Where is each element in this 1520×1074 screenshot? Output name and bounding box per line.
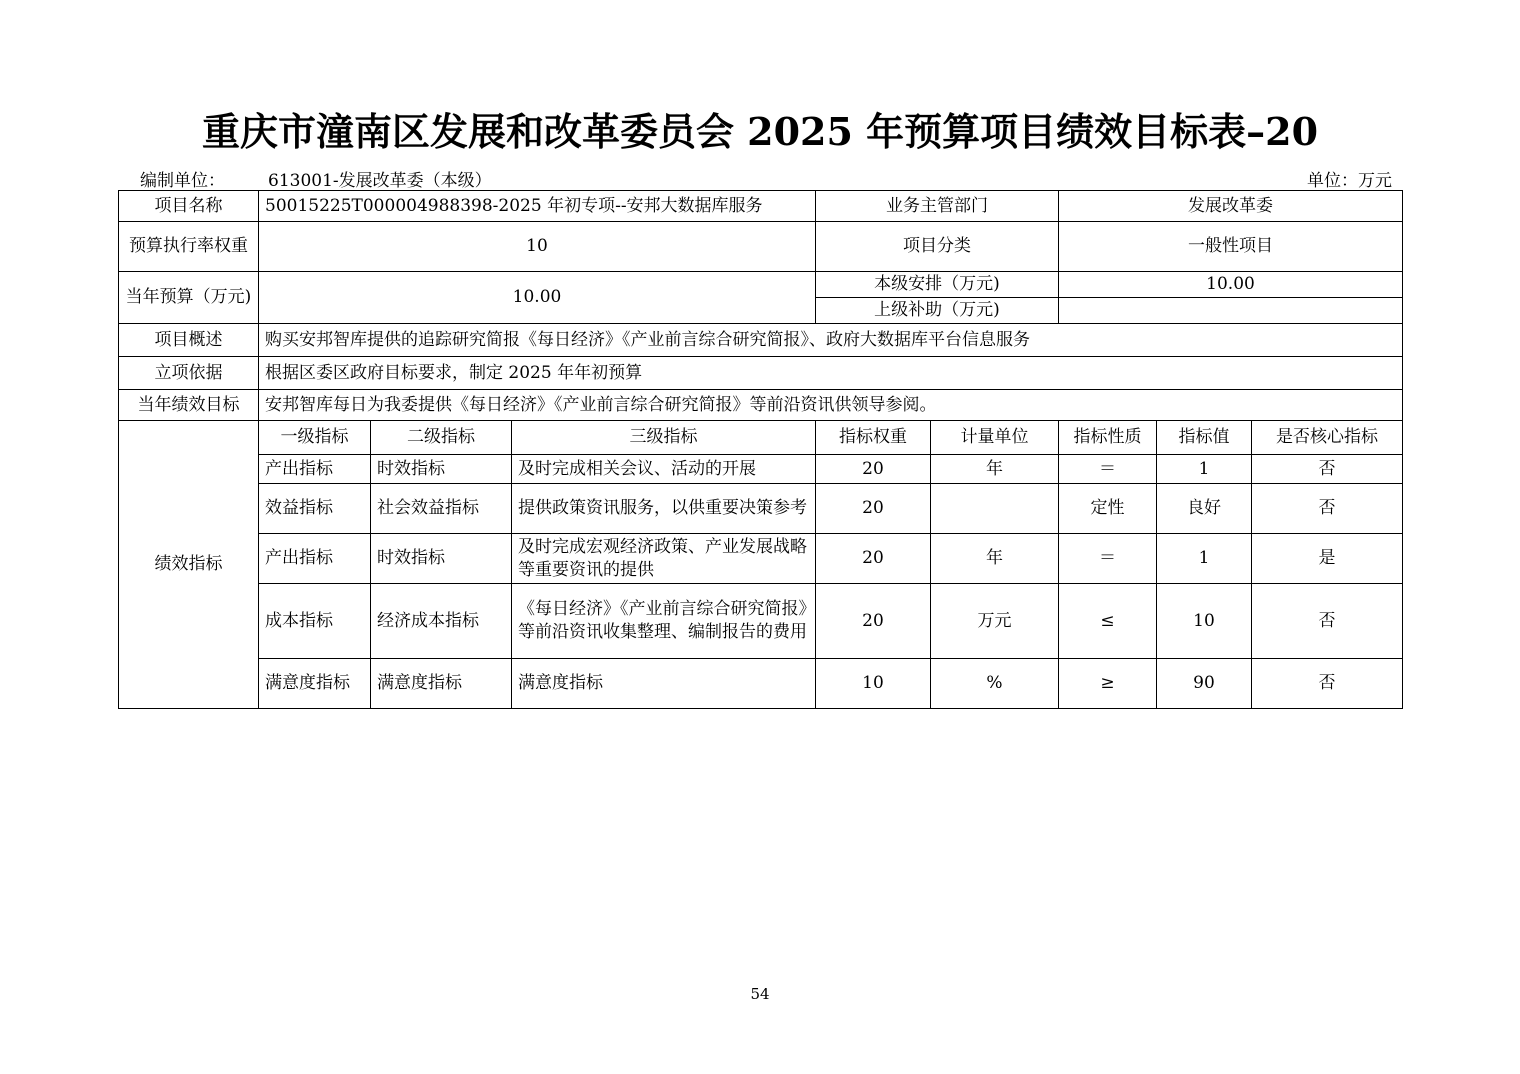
level2-cell: 满意度指标 — [371, 659, 512, 709]
unit-cell: 年 — [931, 455, 1059, 484]
project-name-row — [119, 191, 1403, 222]
weight-cell: 20 — [816, 455, 931, 484]
table-row — [119, 659, 1403, 709]
currency-unit: 单位：万元 — [1307, 171, 1392, 191]
level1-cell: 效益指标 — [259, 484, 371, 534]
basis-label: 立项依据 — [119, 357, 259, 390]
budget-label: 当年预算（万元) — [119, 272, 259, 324]
value-cell: 90 — [1157, 659, 1252, 709]
nature-cell: ＝ — [1059, 455, 1157, 484]
table-row — [119, 455, 1403, 484]
level1-cell: 成本指标 — [259, 584, 371, 659]
core-cell: 否 — [1252, 584, 1403, 659]
dept-value: 发展改革委 — [1059, 191, 1403, 222]
nature-cell: ＝ — [1059, 534, 1157, 584]
level3-cell: 《每日经济》《产业前言综合研究简报》等前沿资讯收集整理、编制报告的费用 — [512, 584, 816, 659]
unit-cell — [931, 484, 1059, 534]
level3-cell: 及时完成相关会议、活动的开展 — [512, 455, 816, 484]
table-row — [119, 484, 1403, 534]
core-cell: 否 — [1252, 659, 1403, 709]
core-cell: 是 — [1252, 534, 1403, 584]
unit-cell: 万元 — [931, 584, 1059, 659]
weight-cell: 10 — [816, 659, 931, 709]
header-cell: 三级指标 — [512, 421, 816, 455]
header-cell: 计量单位 — [931, 421, 1059, 455]
page-number: 54 — [750, 985, 770, 1003]
weight-value: 10 — [259, 222, 816, 272]
unit-value: 613001-发展改革委（本级） — [268, 171, 492, 191]
header-cell: 一级指标 — [259, 421, 371, 455]
local-label: 本级安排（万元) — [816, 272, 1059, 298]
dept-label: 业务主管部门 — [816, 191, 1059, 222]
category-value: 一般性项目 — [1059, 222, 1403, 272]
value-cell: 10 — [1157, 584, 1252, 659]
summary-row — [119, 324, 1403, 357]
level3-cell: 及时完成宏观经济政策、产业发展战略等重要资讯的提供 — [512, 534, 816, 584]
weight-cell: 20 — [816, 584, 931, 659]
table-row — [119, 534, 1403, 584]
budget-row — [119, 272, 1403, 298]
header-cell: 指标性质 — [1059, 421, 1157, 455]
unit-cell: % — [931, 659, 1059, 709]
upper-value — [1059, 298, 1403, 324]
budget-value: 10.00 — [259, 272, 816, 324]
upper-label: 上级补助（万元) — [816, 298, 1059, 324]
project-name-value: 50015225T000004988398-2025 年初专项--安邦大数据库服务 — [259, 191, 816, 222]
nature-cell: ≥ — [1059, 659, 1157, 709]
goal-row — [119, 390, 1403, 421]
nature-cell: ≤ — [1059, 584, 1157, 659]
level1-cell: 产出指标 — [259, 534, 371, 584]
unit-label: 编制单位： — [140, 171, 225, 191]
header-cell: 指标值 — [1157, 421, 1252, 455]
level2-cell: 社会效益指标 — [371, 484, 512, 534]
goal-label: 当年绩效目标 — [119, 390, 259, 421]
value-cell: 1 — [1157, 455, 1252, 484]
core-cell: 否 — [1252, 484, 1403, 534]
nature-cell: 定性 — [1059, 484, 1157, 534]
level1-cell: 产出指标 — [259, 455, 371, 484]
level1-cell: 满意度指标 — [259, 659, 371, 709]
weight-cell: 20 — [816, 534, 931, 584]
value-cell: 1 — [1157, 534, 1252, 584]
header-cell: 指标权重 — [816, 421, 931, 455]
summary-label: 项目概述 — [119, 324, 259, 357]
project-name-label: 项目名称 — [119, 191, 259, 222]
level2-cell: 时效指标 — [371, 534, 512, 584]
level3-cell: 满意度指标 — [512, 659, 816, 709]
basis-row — [119, 357, 1403, 390]
indicator-section-label: 绩效指标 — [119, 421, 259, 709]
core-cell: 否 — [1252, 455, 1403, 484]
basis-value: 根据区委区政府目标要求，制定 2025 年年初预算 — [259, 357, 1403, 390]
weight-row — [119, 222, 1403, 272]
header-cell: 是否核心指标 — [1252, 421, 1403, 455]
page-title: 重庆市潼南区发展和改革委员会 2025 年预算项目绩效目标表–20 — [201, 109, 1319, 154]
level2-cell: 经济成本指标 — [371, 584, 512, 659]
table-row — [119, 584, 1403, 659]
goal-value: 安邦智库每日为我委提供《每日经济》《产业前言综合研究简报》等前沿资讯供领导参阅。 — [259, 390, 1403, 421]
level3-cell: 提供政策资讯服务，以供重要决策参考 — [512, 484, 816, 534]
header-cell: 二级指标 — [371, 421, 512, 455]
unit-cell: 年 — [931, 534, 1059, 584]
indicator-header-row — [119, 421, 1403, 455]
weight-cell: 20 — [816, 484, 931, 534]
weight-label: 预算执行率权重 — [119, 222, 259, 272]
local-value: 10.00 — [1059, 272, 1403, 298]
performance-table — [118, 190, 1403, 709]
value-cell: 良好 — [1157, 484, 1252, 534]
level2-cell: 时效指标 — [371, 455, 512, 484]
category-label: 项目分类 — [816, 222, 1059, 272]
summary-value: 购买安邦智库提供的追踪研究简报《每日经济》《产业前言综合研究简报》、政府大数据库平台信息服务 — [259, 324, 1403, 357]
